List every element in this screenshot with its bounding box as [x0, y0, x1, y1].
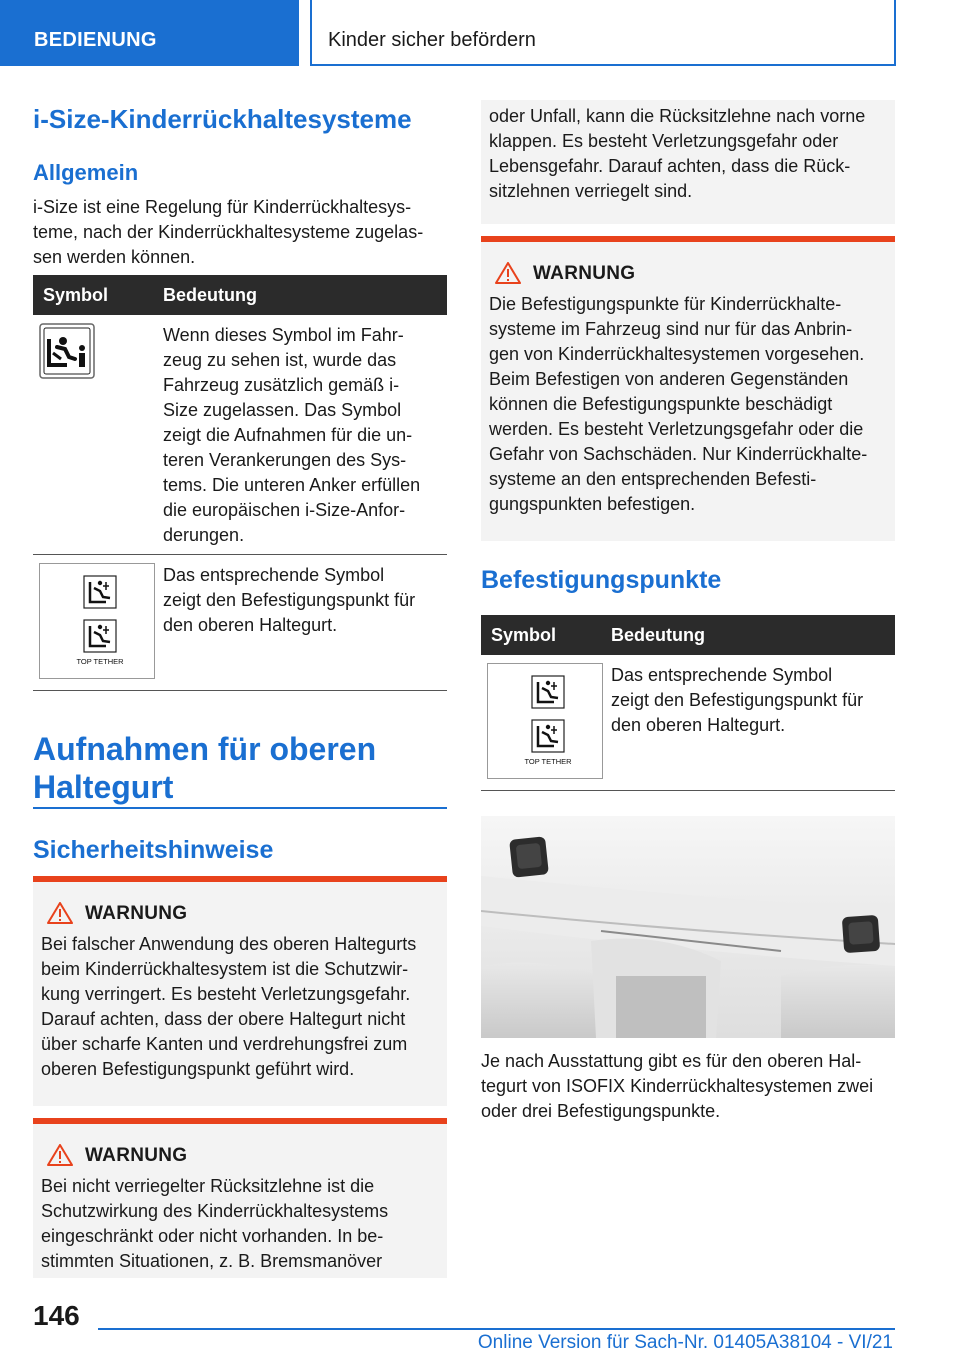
- text-line: zeug zu sehen ist, wurde das: [163, 350, 397, 370]
- text-line: Bei falscher Anwendung des oberen Haltegurts: [41, 934, 417, 954]
- text-line: teren Verankerungen des Sys-: [163, 450, 407, 470]
- row-description: [611, 663, 889, 738]
- page-number: 146: [33, 1300, 80, 1331]
- warning-title: WARNUNG: [85, 903, 188, 924]
- warning-text: [489, 292, 887, 517]
- title-line: Aufnahmen für oberen: [33, 731, 377, 767]
- text-line: tegurt von ISOFIX Kinderrückhaltesystemen zwei: [481, 1076, 874, 1096]
- text-line: Wenn dieses Symbol im Fahr-: [163, 325, 404, 345]
- text-line: Gefahr von Sachschäden. Nur Kinderrückhalte-: [489, 444, 868, 464]
- text-line: eingeschränkt oder nicht vorhanden. In be-: [41, 1226, 384, 1246]
- text-line: tems. Die unteren Anker erfüllen: [163, 475, 421, 495]
- warning-text: [41, 932, 439, 1082]
- title-line: Haltegurt: [33, 769, 174, 805]
- intro-paragraph: [33, 195, 447, 270]
- col-meaning: Bedeutung: [163, 285, 257, 305]
- warning-triangle-icon: [47, 1144, 73, 1166]
- text-line: systeme im Fahrzeug sind nur für das Anbrin-: [489, 319, 853, 339]
- text-line: über scharfe Kanten und verdrehungsfrei zum: [41, 1034, 408, 1054]
- isize-symbol-icon: [39, 323, 95, 379]
- text-line: den oberen Haltegurt.: [611, 715, 786, 735]
- table-row: [33, 555, 447, 691]
- subsection-title: Sicherheitshinweise: [33, 836, 274, 864]
- text-line: sitzlehnen verriegelt sind.: [489, 181, 693, 201]
- warning-title: WARNUNG: [85, 1145, 188, 1166]
- chapter-title: [33, 730, 376, 806]
- symbol-table: [481, 615, 895, 791]
- text-line: klappen. Es besteht Verletzungsgefahr oder: [489, 131, 839, 151]
- warning-box: [33, 876, 447, 1106]
- text-line: derungen.: [163, 525, 245, 545]
- text-line: können die Befestigungspunkte beschädigt: [489, 394, 833, 414]
- table-row: [33, 315, 447, 555]
- text-line: Das entsprechende Symbol: [611, 665, 833, 685]
- row-description: [163, 563, 441, 638]
- text-line: oberen Befestigungspunkt geführt wird.: [41, 1059, 355, 1079]
- text-line: die europäischen i-Size-Anfor-: [163, 500, 406, 520]
- text-line: Schutzwirkung des Kinderrückhaltesystems: [41, 1201, 389, 1221]
- text-line: beim Kinderrückhaltesystem ist die Schutzwir-: [41, 959, 409, 979]
- section-tab: [0, 0, 299, 66]
- table-header: [33, 275, 447, 315]
- footer-divider: [98, 1328, 895, 1330]
- warning-box: [33, 1118, 447, 1278]
- text-line: zeigt den Befestigungspunkt für: [163, 590, 416, 610]
- text-line: gungspunkten befestigen.: [489, 494, 696, 514]
- symbol-table: [33, 275, 447, 691]
- text-line: Fahrzeug zusätzlich gemäß i-: [163, 375, 400, 395]
- chapter-label: Kinder sicher befördern: [328, 29, 536, 51]
- warning-triangle-icon: [47, 902, 73, 924]
- text-line: Bei nicht verriegelter Rücksitzlehne ist die: [41, 1176, 375, 1196]
- warning-text: [489, 104, 887, 204]
- section-label: BEDIENUNG: [34, 29, 157, 51]
- text-line: werden. Es besteht Verletzungsgefahr oder die: [489, 419, 864, 439]
- rear-shelf-image: [481, 816, 895, 1038]
- subsection-title: Allgemein: [33, 160, 139, 185]
- text-line: oder drei Befestigungspunkte.: [481, 1101, 721, 1121]
- section-title: i-Size-Kinderrückhaltesysteme: [33, 104, 412, 134]
- text-line: Lebensgefahr. Darauf achten, dass die Rück-: [489, 156, 851, 176]
- col-symbol: Symbol: [43, 285, 109, 305]
- text-line: Das entsprechende Symbol: [163, 565, 385, 585]
- text-line: stimmten Situationen, z. B. Bremsmanöver: [41, 1251, 383, 1271]
- chapter-header: [310, 0, 896, 66]
- warning-text: [41, 1174, 439, 1274]
- warning-triangle-icon: [495, 262, 521, 284]
- text-line: den oberen Haltegurt.: [163, 615, 338, 635]
- warning-title: WARNUNG: [533, 263, 636, 284]
- text-line: sen werden können.: [33, 247, 196, 267]
- table-header: [481, 615, 895, 655]
- title-divider: [33, 807, 447, 809]
- warning-box: [481, 236, 895, 541]
- footer-version: Online Version für Sach-Nr. 01405A38104 - VI/21: [477, 1332, 893, 1353]
- text-line: Je nach Ausstattung gibt es für den oberen Hal-: [481, 1051, 862, 1071]
- table-row: [481, 655, 895, 791]
- col-meaning: Bedeutung: [611, 625, 705, 645]
- row-description: [163, 323, 441, 548]
- svg-text:TOP TETHER: TOP TETHER: [524, 757, 572, 766]
- text-line: kung verringert. Es besteht Verletzungsgefahr.: [41, 984, 411, 1004]
- text-line: zeigt den Befestigungspunkt für: [611, 690, 864, 710]
- text-line: Size zugelassen. Das Symbol: [163, 400, 402, 420]
- svg-text:TOP TETHER: TOP TETHER: [76, 657, 124, 666]
- text-line: teme, nach der Kinderrückhaltesysteme zugelas-: [33, 222, 424, 242]
- text-line: Die Befestigungspunkte für Kinderrückhalte-: [489, 294, 842, 314]
- text-line: Beim Befestigen von anderen Gegenständen: [489, 369, 849, 389]
- top-tether-symbol-icon: [487, 663, 603, 779]
- text-line: zeigt die Aufnahmen für die un-: [163, 425, 413, 445]
- text-line: Darauf achten, dass der obere Haltegurt nicht: [41, 1009, 406, 1029]
- illustration-caption: [481, 1049, 895, 1124]
- text-line: gen von Kinderrückhaltesystemen vorgesehen.: [489, 344, 865, 364]
- text-line: oder Unfall, kann die Rücksitzlehne nach vorne: [489, 106, 866, 126]
- text-line: i-Size ist eine Regelung für Kinderrückhaltesys-: [33, 197, 412, 217]
- warning-box-continued: [481, 100, 895, 224]
- anchor-point-illustration: [481, 816, 895, 1038]
- col-symbol: Symbol: [491, 625, 557, 645]
- section-title: Befestigungspunkte: [481, 566, 722, 594]
- text-line: systeme an den entsprechenden Befesti-: [489, 469, 817, 489]
- top-tether-symbol-icon: [39, 563, 155, 679]
